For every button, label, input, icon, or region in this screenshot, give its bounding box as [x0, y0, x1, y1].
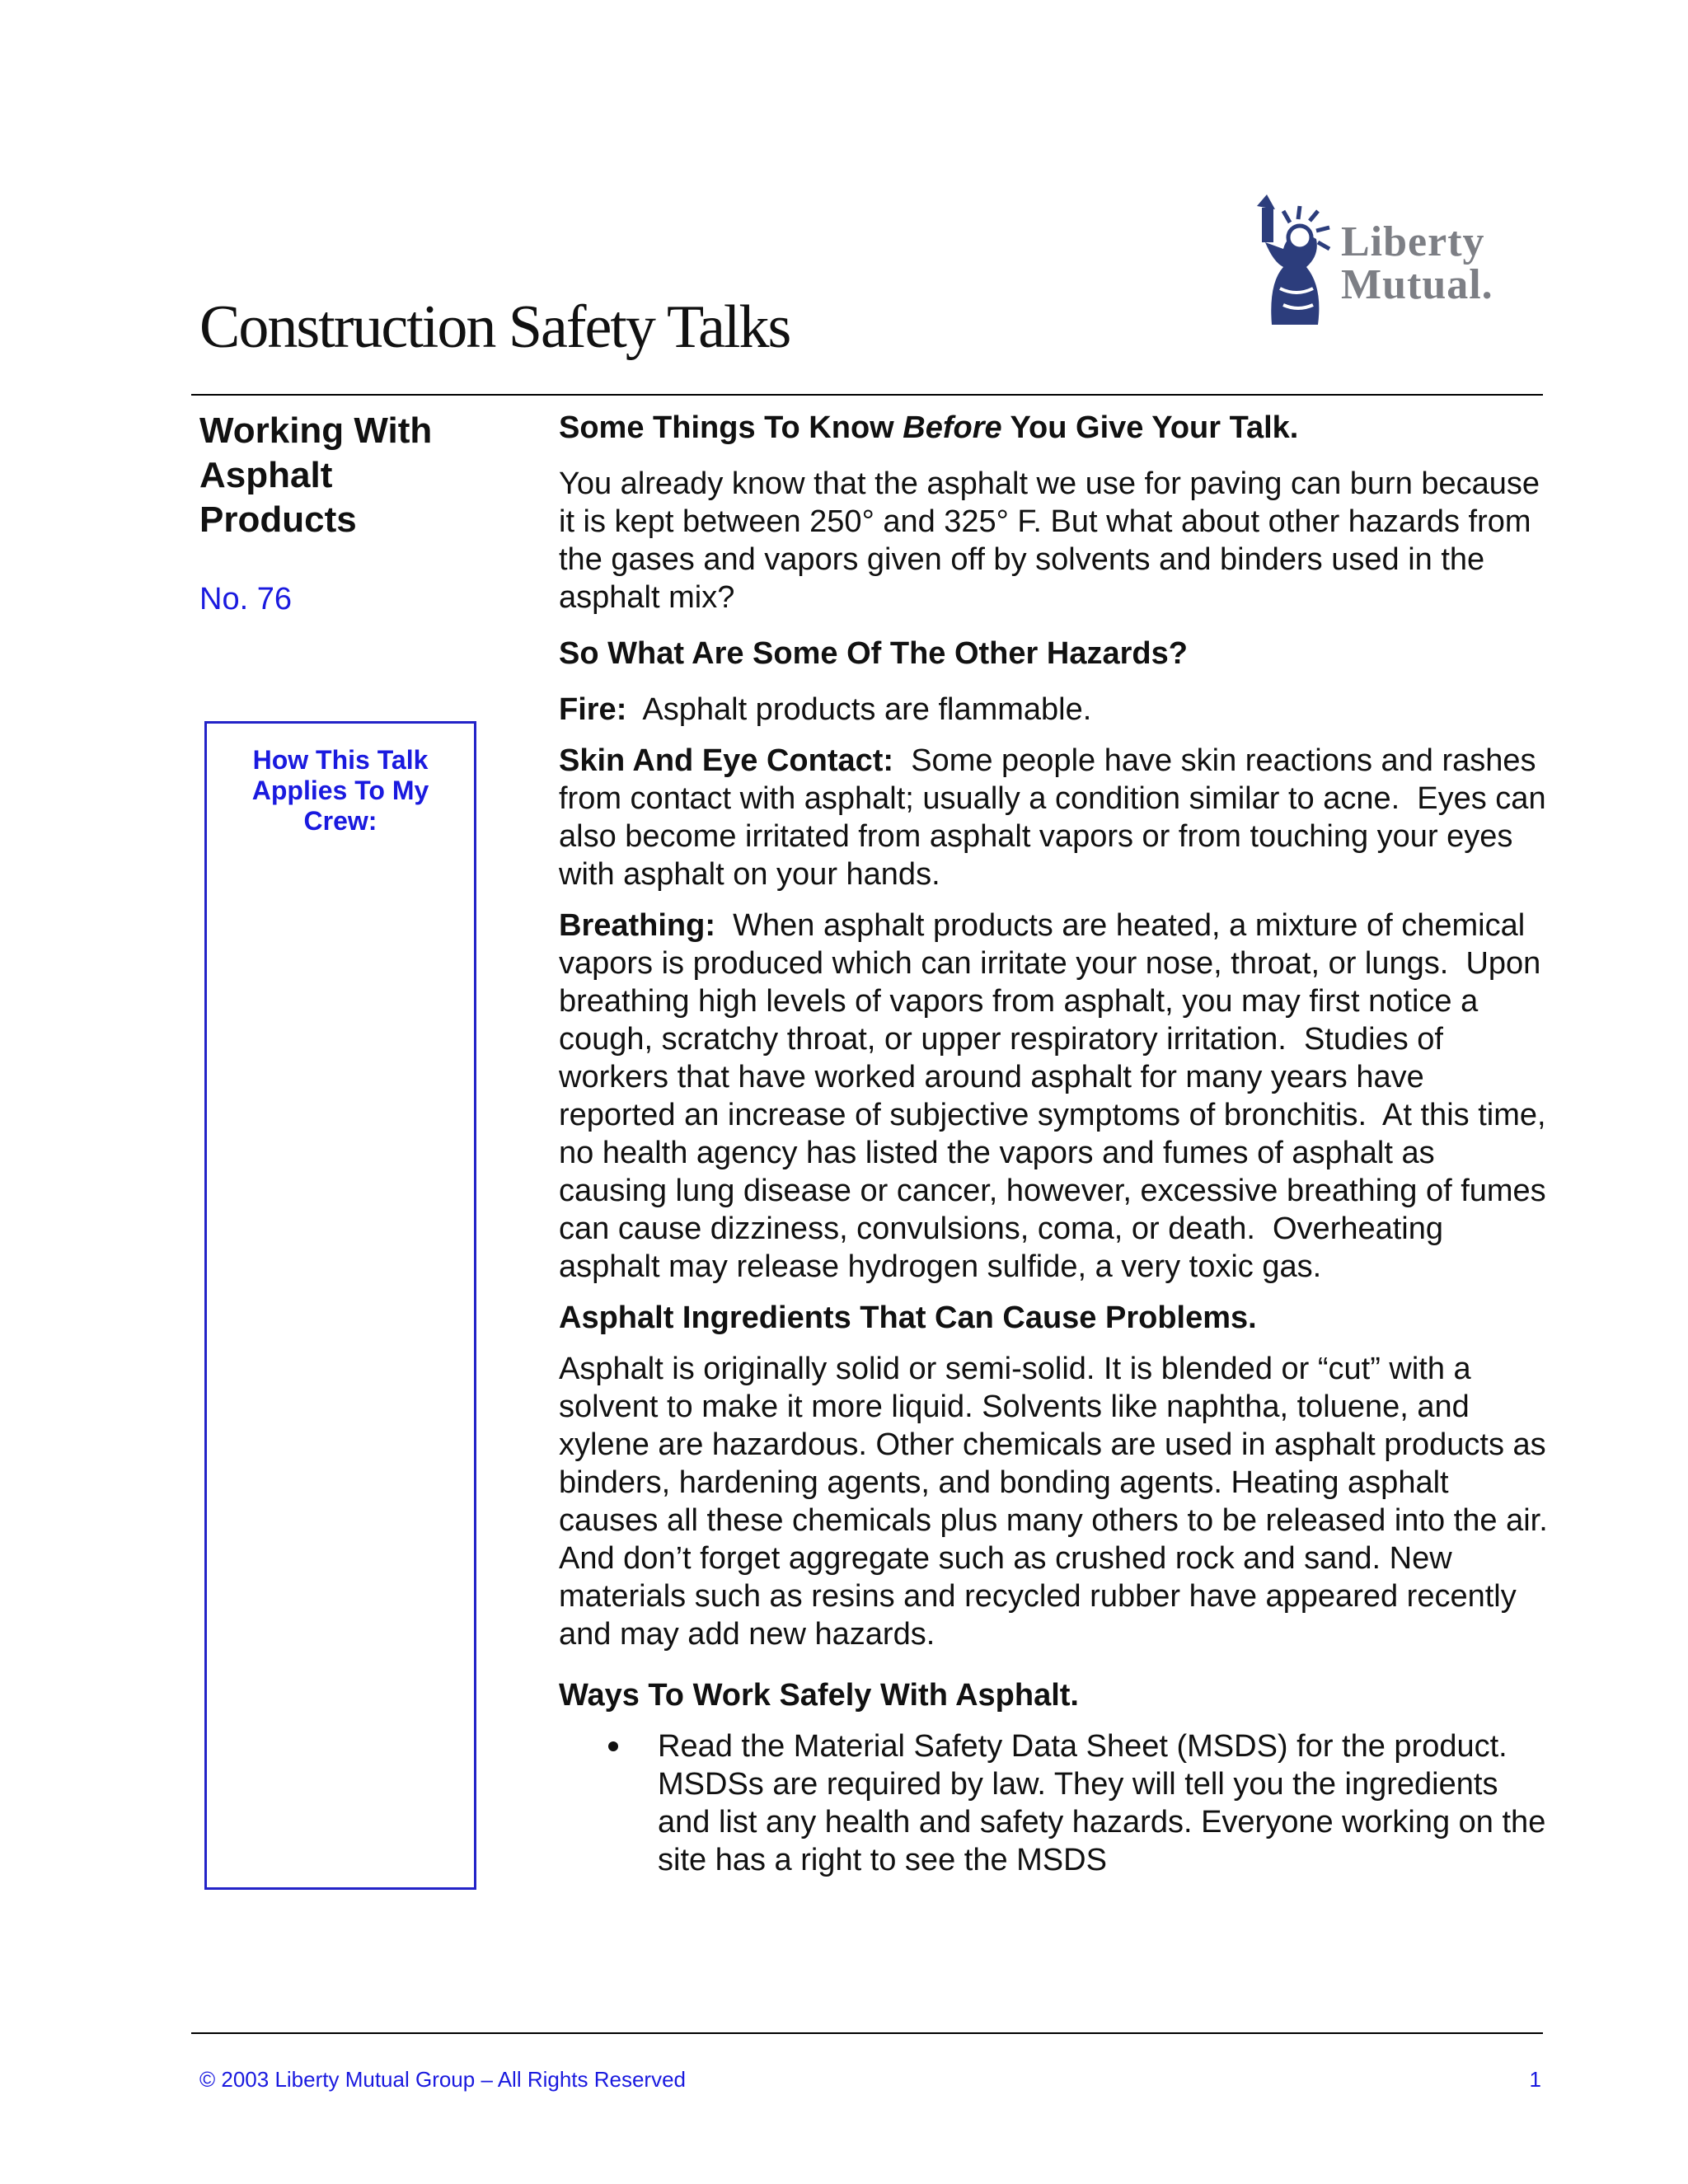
- ways-list: [559, 1727, 1548, 1879]
- topic-line: Asphalt: [199, 455, 333, 495]
- hazard-fire: [559, 691, 1548, 729]
- list-item-text: Read the Material Safety Data Sheet (MSDS) for the product. MSDSs are required by law. They will tell you the ingredients and list any health and safety hazards. Everyone working on the site has a right to see the MSDS: [658, 1729, 1546, 1877]
- intro-heading-emphasis: Before: [903, 410, 1002, 445]
- hazard-skin-eye: [559, 742, 1555, 893]
- main-content: [559, 409, 1555, 1879]
- bullet-icon: [608, 1741, 618, 1751]
- footer-copyright: © 2003 Liberty Mutual Group – All Rights Reserved: [199, 2067, 687, 2092]
- hazard-text: When asphalt products are heated, a mixture of chemical vapors is produced which can irritate your nose, throat, or lungs. Upon breathing high levels of vapors from asphalt, you may first notice a cough, scratchy throat, or upper respiratory irritation. Studies of workers that have worked around asphalt for many years have reported an increase of subjective symptoms of bronchitis. At this time, no health agency has listed the vapors and fumes of asphalt as causing lung disease or cancer, however, excessive breathing of fumes can cause dizziness, convulsions, coma, or death. Overheating asphalt may release hydrogen sulfide, a very toxic gas.: [559, 908, 1555, 1284]
- bottom-divider: [191, 2032, 1543, 2034]
- ingredients-paragraph: Asphalt is originally solid or semi-solid. It is blended or “cut” with a solvent to make it more liquid. Solvents like naphtha, toluene, and xylene are hazardous. Other chemicals are used in asphalt products as binders, hardening agents, and bonding agents. Heating asphalt causes all these chemicals plus many others to be released into the air. And don’t forget aggregate such as crushed rock and sand. New materials such as resins and recycled rubber have appeared recently and may add new hazards.: [559, 1352, 1548, 1652]
- topic-line: Working With: [199, 410, 433, 451]
- intro-heading-part: You Give Your Talk.: [1001, 410, 1299, 445]
- hazards-heading: So What Are Some Of The Other Hazards?: [559, 636, 1188, 671]
- hazard-breathing: [559, 907, 1555, 1286]
- logo-text-liberty: Liberty: [1341, 218, 1485, 265]
- hazard-label: Skin And Eye Contact:: [559, 743, 894, 778]
- ingredients-heading: Asphalt Ingredients That Can Cause Problems.: [559, 1301, 1257, 1335]
- page-number: 1: [1529, 2067, 1541, 2092]
- hazard-text: Asphalt products are flammable.: [626, 692, 1092, 727]
- crew-box-line: Crew:: [303, 806, 377, 836]
- document-title: Construction Safety Talks: [199, 293, 790, 361]
- crew-notes-box: [204, 721, 476, 1890]
- liberty-mutual-logo: [1207, 165, 1554, 354]
- logo-wordmark: [1341, 218, 1493, 308]
- hazard-label: Breathing:: [559, 908, 715, 943]
- crew-box-label: [215, 745, 466, 837]
- intro-heading-part: Some Things To Know: [559, 410, 903, 445]
- ways-heading: Ways To Work Safely With Asphalt.: [559, 1678, 1079, 1713]
- logo-text-mutual: Mutual.: [1341, 261, 1493, 308]
- intro-heading: [559, 409, 1548, 447]
- top-divider: [191, 394, 1543, 396]
- list-item: [559, 1727, 1548, 1879]
- crew-box-line: How This Talk: [252, 745, 429, 775]
- crew-box-line: Applies To My: [251, 776, 429, 805]
- hazard-label: Fire:: [559, 692, 627, 727]
- hazard-text: Some people have skin reactions and rashes from contact with asphalt; usually a condition similar to acne. Eyes can also become irritated from asphalt vapors or from touching your eyes with asphalt on your hands.: [559, 743, 1555, 892]
- intro-paragraph: You already know that the asphalt we use for paving can burn because it is kept between 250° and 325° F. But what about other hazards from the gases and vapors given off by solvents and binders used in the asphalt mix?: [559, 466, 1540, 615]
- talk-number: No. 76: [199, 582, 292, 616]
- talk-topic: [199, 409, 480, 542]
- topic-line: Products: [199, 499, 357, 540]
